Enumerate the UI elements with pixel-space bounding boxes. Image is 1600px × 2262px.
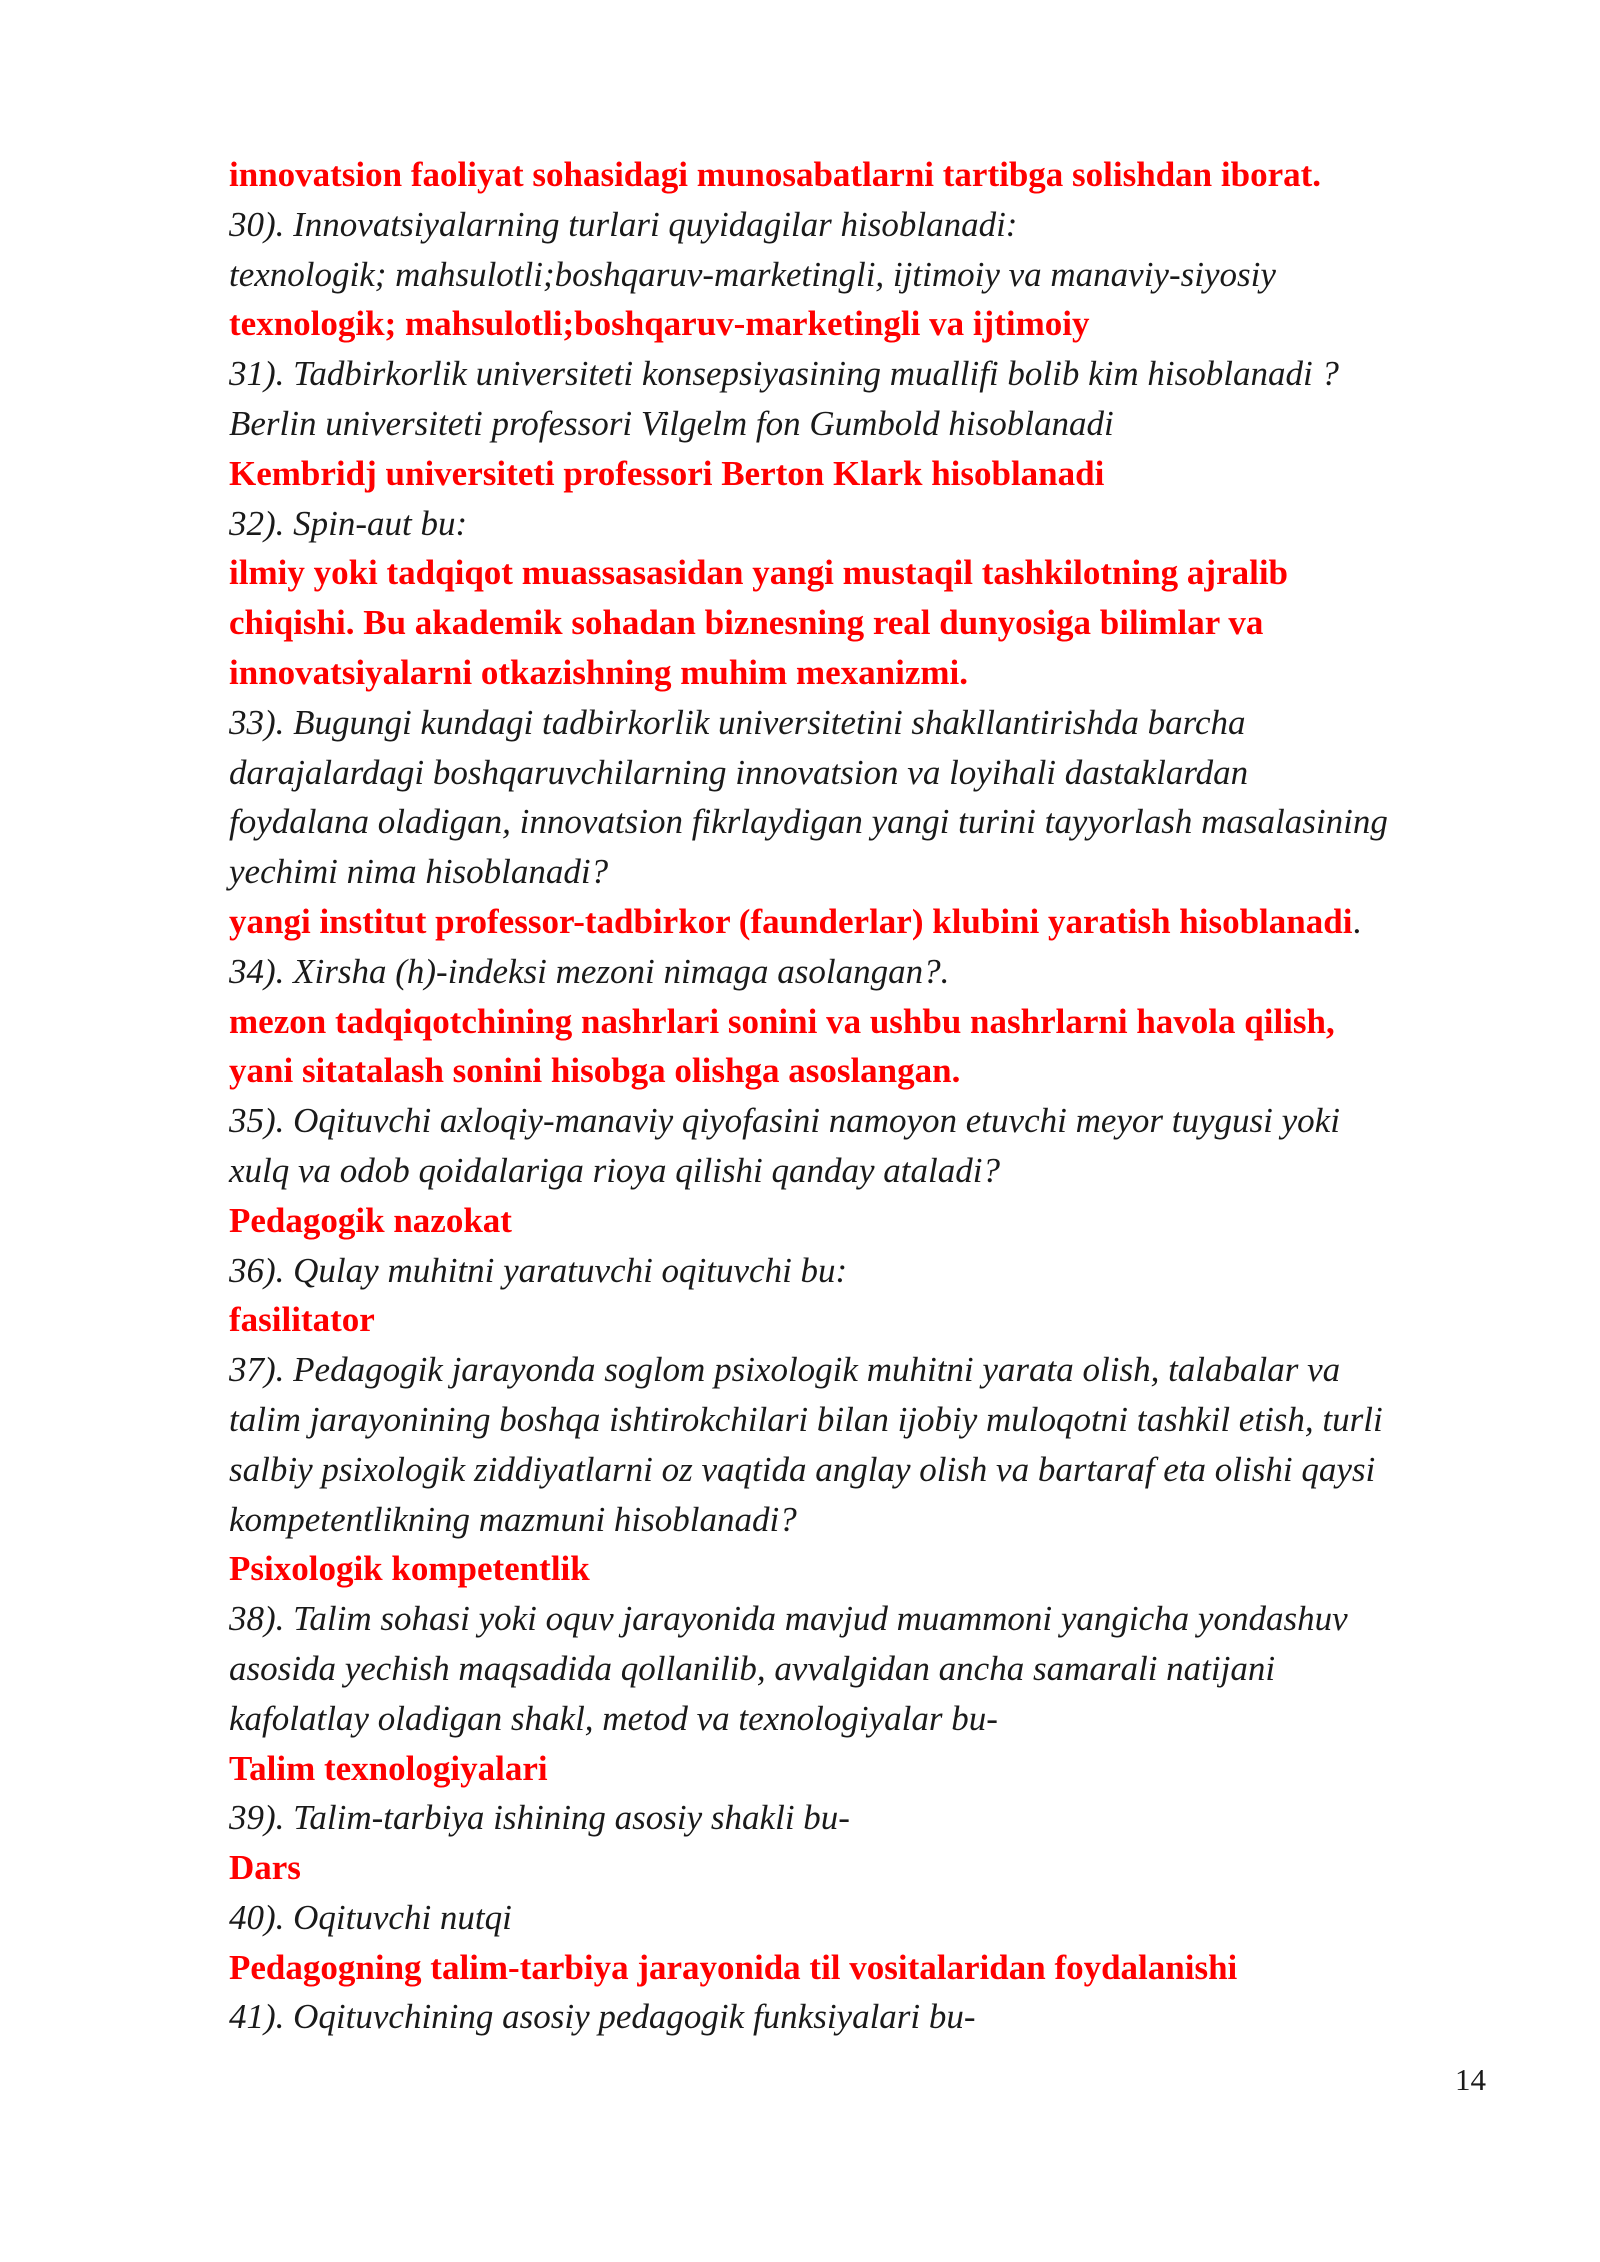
trailing-period: .: [1352, 901, 1362, 941]
answer-line: ilmiy yoki tadqiqot muassasasidan yangi mustaqil tashkilotning ajralib: [229, 553, 1289, 593]
answer-text: yangi institut professor-tadbirkor (faunderlar) klubini yaratish hisoblanadi: [229, 901, 1353, 941]
question-line: 36). Qulay muhitni yaratuvchi oqituvchi bu:: [229, 1250, 848, 1290]
question-line: kompetentlikning mazmuni hisoblanadi?: [229, 1499, 797, 1539]
question-line: kafolatlay oladigan shakl, metod va texnologiyalar bu-: [229, 1698, 998, 1738]
question-line: 35). Oqituvchi axloqiy-manaviy qiyofasini namoyon etuvchi meyor tuygusi yoki: [229, 1101, 1340, 1141]
answer-line: Dars: [229, 1848, 301, 1888]
question-line: 37). Pedagogik jarayonda soglom psixologik muhitni yarata olish, talabalar va: [229, 1350, 1341, 1390]
question-line: salbiy psixologik ziddiyatlarni oz vaqtida anglay olish va bartaraf eta olishi qaysi: [229, 1449, 1376, 1489]
question-line: 32). Spin-aut bu:: [229, 503, 468, 543]
question-line: talim jarayonining boshqa ishtirokchilari bilan ijobiy muloqotni tashkil etish, turli: [229, 1399, 1383, 1439]
question-line: 38). Talim sohasi yoki oquv jarayonida mavjud muammoni yangicha yondashuv: [229, 1599, 1348, 1639]
question-line: darajalardagi boshqaruvchilarning innovatsion va loyihali dastaklardan: [229, 752, 1249, 792]
option-line: texnologik; mahsulotli;boshqaruv-marketingli, ijtimoiy va manaviy-siyosiy: [229, 254, 1276, 294]
answer-line: Kembridj universiteti professori Berton Klark hisoblanadi: [229, 453, 1105, 493]
question-line: 40). Oqituvchi nutqi: [229, 1897, 512, 1937]
question-line: yechimi nima hisoblanadi?: [229, 852, 609, 892]
option-line: Berlin universiteti professori Vilgelm fon Gumbold hisoblanadi: [229, 403, 1114, 443]
question-line: foydalana oladigan, innovatsion fikrlaydigan yangi turini tayyorlash masalasining: [229, 802, 1388, 842]
answer-line: yani sitatalash sonini hisobga olishga asoslangan.: [229, 1051, 961, 1091]
answer-line: fasilitator: [229, 1300, 375, 1340]
question-line: 33). Bugungi kundagi tadbirkorlik universitetini shakllantirishda barcha: [229, 702, 1246, 742]
question-line: asosida yechish maqsadida qollanilib, avvalgidan ancha samarali natijani: [229, 1648, 1276, 1688]
answer-line: Talim texnologiyalari: [229, 1748, 548, 1788]
question-line: 34). Xirsha (h)-indeksi mezoni nimaga asolangan?.: [229, 951, 950, 991]
answer-line: innovatsion faoliyat sohasidagi munosabatlarni tartibga solishdan iborat.: [229, 155, 1322, 194]
page-number: 14: [1455, 2062, 1486, 2097]
answer-line: Psixologik kompetentlik: [229, 1549, 590, 1589]
answer-line: texnologik; mahsulotli;boshqaruv-marketingli va ijtimoiy: [229, 304, 1090, 344]
question-line: 31). Tadbirkorlik universiteti konsepsiyasining muallifi bolib kim hisoblanadi ?: [229, 354, 1339, 394]
question-line: 41). Oqituvchining asosiy pedagogik funksiyalari bu-: [229, 1997, 976, 2037]
answer-line: Pedagogik nazokat: [229, 1200, 512, 1240]
question-line: 30). Innovatsiyalarning turlari quyidagilar hisoblanadi:: [229, 204, 1018, 244]
page-content: [229, 150, 1529, 2042]
answer-line: Pedagogning talim-tarbiya jarayonida til vositalaridan foydalanishi: [229, 1947, 1238, 1987]
answer-line: chiqishi. Bu akademik sohadan biznesning real dunyosiga bilimlar va: [229, 603, 1264, 643]
question-line: xulq va odob qoidalariga rioya qilishi qanday ataladi?: [229, 1150, 1000, 1190]
answer-line-with-period: [229, 897, 1529, 947]
answer-line: mezon tadqiqotchining nashrlari sonini va ushbu nashrlarni havola qilish,: [229, 1001, 1335, 1041]
question-line: 39). Talim-tarbiya ishining asosiy shakli bu-: [229, 1798, 850, 1838]
answer-line: innovatsiyalarni otkazishning muhim mexanizmi.: [229, 652, 968, 692]
